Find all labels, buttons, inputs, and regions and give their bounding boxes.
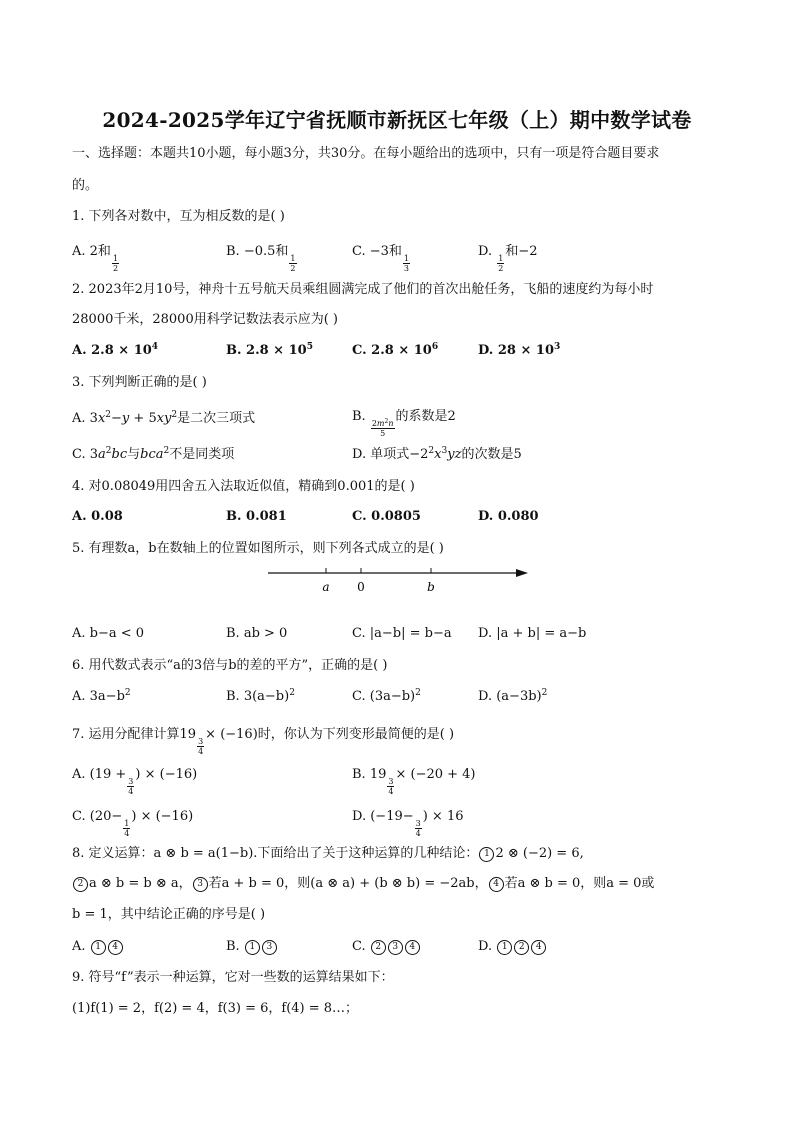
q6-stem: 6. 用代数式表示“a的3倍与b的差的平方”，正确的是( ) (72, 658, 388, 673)
q7-option-a[interactable]: A. (19 + $\frac{3}{4}$ ) × (−16) (72, 767, 198, 796)
q4-stem: 4. 对0.08049用四舍五入法取近似值，精确到0.001的是( ) (72, 479, 415, 494)
q3-option-b[interactable]: B. $\frac{2m^2n}{5}$ 的系数是2 (352, 409, 456, 438)
fraction: $\frac{3}{4}$ (128, 777, 134, 796)
q8-option-c[interactable]: C. 2 3 4 (352, 938, 421, 956)
page-title: 2024-2025学年辽宁省抚顺市新抚区七年级（上）期中数学试卷 (102, 108, 692, 132)
q1-option-c[interactable]: C. −3和 $\frac{1}{3}$ (352, 244, 410, 273)
q5-option-c[interactable]: C. |a−b| = b−a (352, 626, 452, 641)
section-heading-line1: 一、选择题：本题共10小题，每小题3分，共30分。在每小题给出的选项中，只有一项是符合题目要求 (72, 146, 660, 161)
q4-option-d[interactable]: D. 0.080 (478, 509, 539, 524)
q3-option-d[interactable]: D. 单项式$-2^2x^3yz$的次数是5 (352, 446, 522, 462)
q1-option-b[interactable]: B. −0.5和 $\frac{1}{2}$ (226, 244, 296, 273)
fraction: $\frac{1}{2}$ (112, 254, 119, 273)
circled-1: 1 (479, 847, 494, 862)
q2-option-d[interactable]: D. $28 \times 10^3$ (478, 342, 561, 358)
label-b: b (427, 580, 435, 594)
section-heading-line2: 的。 (72, 178, 99, 193)
q8-line3: b = 1，其中结论正确的序号是( ) (72, 907, 266, 922)
q2-option-a[interactable]: A. $2.8 \times 10^4$ (72, 342, 159, 358)
q5-stem: 5. 有理数a，b在数轴上的位置如图所示，则下列各式成立的是( ) (72, 541, 444, 556)
fraction: $\frac{3}{4}$ (415, 819, 421, 838)
q1-option-a[interactable]: A. 2和 $\frac{1}{2}$ (72, 244, 119, 273)
q8-option-a[interactable]: A. 1 4 (72, 938, 124, 956)
q3-option-c[interactable]: C. $3a^2bc$与bca$^2$不是同类项 (72, 446, 235, 462)
q2-option-c[interactable]: C. $2.8 \times 10^6$ (352, 342, 439, 358)
q5-option-b[interactable]: B. ab > 0 (226, 626, 288, 641)
q1-option-d[interactable]: D. $\frac{1}{2}$ 和−2 (478, 244, 538, 273)
q8-option-d[interactable]: D. 1 2 4 (478, 938, 547, 956)
fraction: $\frac{3}{4}$ (388, 777, 394, 796)
q6-option-d[interactable]: D. $(a-3b)^2$ (478, 688, 548, 704)
fraction: $\frac{2m^2n}{5}$ (371, 418, 394, 438)
circled-4: 4 (489, 877, 504, 892)
label-zero: 0 (357, 580, 365, 594)
q5-option-a[interactable]: A. b−a < 0 (72, 626, 145, 641)
circled-2: 2 (73, 877, 88, 892)
q2-option-b[interactable]: B. $2.8 \times 10^5$ (226, 342, 313, 358)
q2-stem-line1: 2. 2023年2月10号，神舟十五号航天员乘组圆满完成了他们的首次出舱任务，飞船的速度约为每小时 (72, 282, 654, 297)
number-line-figure (266, 560, 532, 600)
q8-line1: 8. 定义运算：a ⊗ b = a(1−b).下面给出了关于这种运算的几种结论： 1 2 ⊗ (−2) = 6, (72, 846, 584, 861)
q3-option-a[interactable]: A. $3x^2-y + 5xy^2$是二次三项式 (72, 410, 256, 426)
label-a: a (322, 580, 330, 594)
q6-option-c[interactable]: C. $(3a-b)^2$ (352, 688, 421, 704)
q7-option-c[interactable]: C. (20− $\frac{1}{4}$ ) × (−16) (72, 809, 194, 838)
q4-option-c[interactable]: C. 0.0805 (352, 509, 421, 524)
q1-stem: 1. 下列各对数中，互为相反数的是( ) (72, 209, 285, 224)
q7-option-d[interactable]: D. (−19− $\frac{3}{4}$ ) × 16 (352, 809, 464, 838)
q9-line2: (1)f(1) = 2，f(2) = 4，f(3) = 6，f(4) = 8…； (72, 1001, 359, 1016)
q6-option-a[interactable]: A. $3a-b^2$ (72, 688, 131, 704)
fraction: $\frac{1}{2}$ (498, 254, 504, 273)
fraction: $\frac{1}{2}$ (290, 254, 296, 273)
q8-line2: 2 a ⊗ b = b ⊗ a， 3 若a + b = 0，则(a ⊗ a) + (b ⊗ b) = −2ab， 4 若a ⊗ b = 0，则a = 0或 (72, 875, 654, 893)
q4-option-b[interactable]: B. 0.081 (226, 509, 287, 524)
circled-3: 3 (193, 877, 208, 892)
q7-option-b[interactable]: B. 19 $\frac{3}{4}$ × (−20 + 4) (352, 767, 476, 796)
q5-option-d[interactable]: D. |a + b| = a−b (478, 626, 587, 641)
q6-option-b[interactable]: B. $3(a-b)^2$ (226, 688, 295, 704)
q2-stem-line2: 28000千米，28000用科学记数法表示应为( ) (72, 312, 338, 327)
q8-option-b[interactable]: B. 1 3 (226, 938, 278, 956)
q9-stem: 9. 符号“f”表示一种运算，它对一些数的运算结果如下： (72, 970, 394, 985)
q7-stem: 7. 运用分配律计算19 $\frac{3}{4}$ × (−16)时，你认为下列变形最简便的是( ) (72, 727, 455, 756)
fraction: $\frac{3}{4}$ (198, 737, 204, 756)
q4-option-a[interactable]: A. 0.08 (72, 509, 123, 524)
q3-stem: 3. 下列判断正确的是( ) (72, 375, 207, 390)
fraction: $\frac{1}{3}$ (403, 254, 410, 273)
fraction: $\frac{1}{4}$ (124, 819, 130, 838)
number-line-arrow (516, 569, 528, 577)
